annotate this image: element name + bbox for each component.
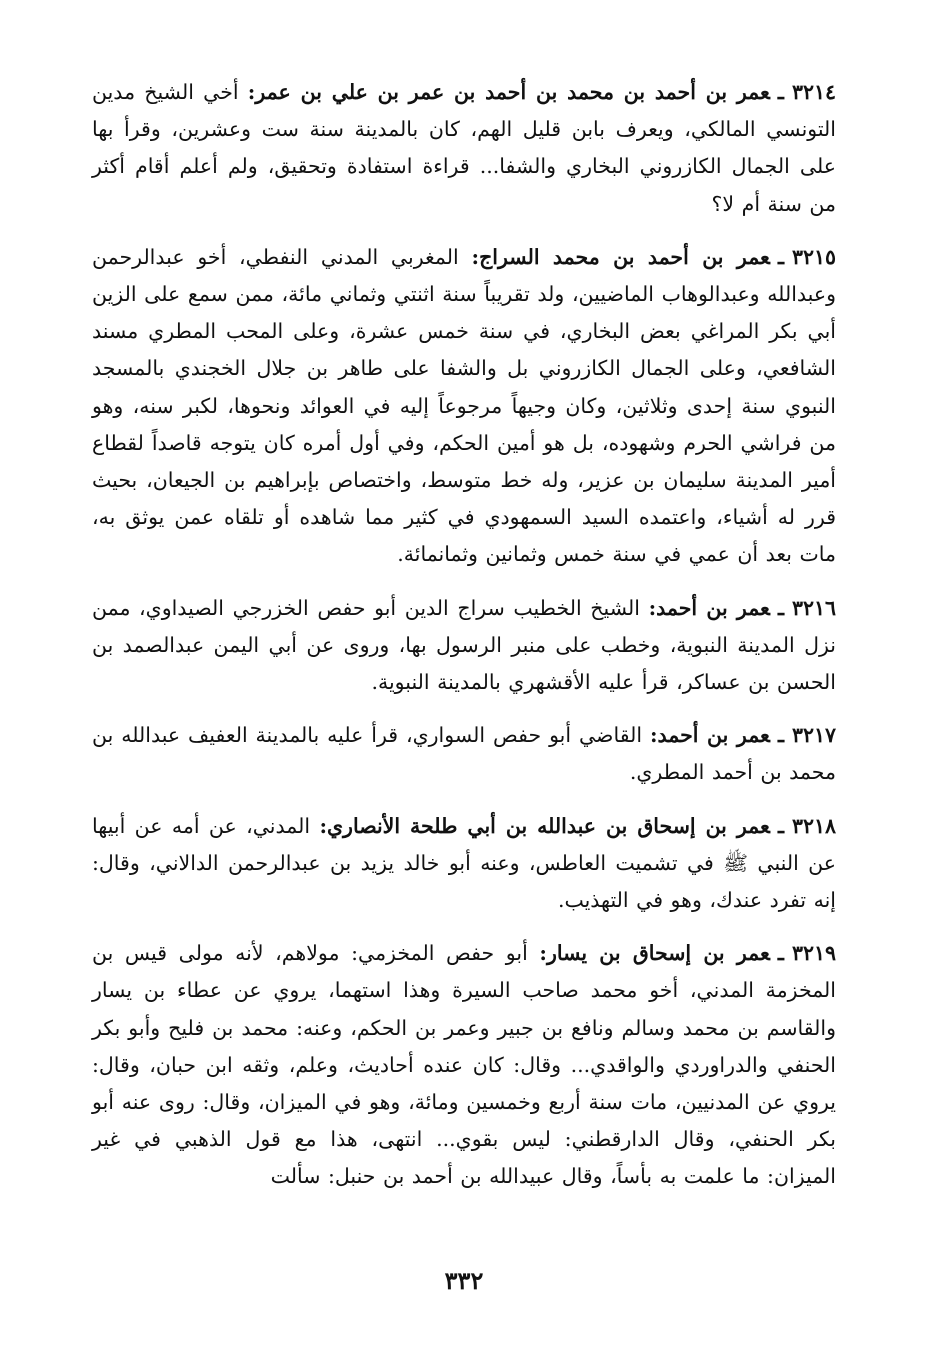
entry-number: ٣٢١٥ <box>791 244 836 269</box>
entry-number: ٣٢١٦ <box>791 595 836 620</box>
entry-heading: عمر بن أحمد: <box>649 723 770 748</box>
document-page <box>92 74 836 1196</box>
entry-dash: ـ <box>777 723 784 748</box>
entry-dash: ـ <box>777 941 784 966</box>
biography-entry-3215 <box>92 239 836 574</box>
entry-body: القاضي أبو حفص السواري، قرأ عليه بالمدينة العفيف عبدالله بن محمد بن أحمد المطري. <box>92 723 836 785</box>
entry-body: الشيخ الخطيب سراج الدين أبو حفص الخزرجي الصيداوي، ممن نزل المدينة النبوية، وخطب على منبر الرسول بها، وروى عن أبي اليمن عبدالصمد بن الحسن بن عساكر، قرأ عليه الأقشهري بالمدينة النبوية. <box>92 595 836 695</box>
entry-number: ٣٢١٧ <box>791 723 836 748</box>
entry-number: ٣٢١٨ <box>791 813 836 838</box>
entry-dash: ـ <box>777 813 784 838</box>
entry-dash: ـ <box>777 244 784 269</box>
biography-entry-3218 <box>92 808 836 920</box>
entry-dash: ـ <box>777 595 784 620</box>
entry-body: أبو حفص المخزمي: مولاهم، لأنه مولى قيس بن المخزمة المدني، أخو محمد صاحب السيرة وهذا استهما، يروي عن عطاء بن يسار والقاسم بن محمد وسالم ونافع بن جبير وعمر بن الحكم، وعنه: محمد بن فليح وأبو بكر الحنفي والدراوردي والواقدي... وقال: كان عنده أحاديث، وعلم، وثقه ابن حبان، وقال: يروي عن المدنيين، مات سنة أربع وخمسين ومائة، وهو في الميزان، وقال: روى عنه أبو بكر الحنفي، وقال الدارقطني: ليس بقوي... انتهى، هذا مع قول الذهبي في غير الميزان: ما علمت به بأساً، وقال عبيدالله بن أحمد بن حنبل: سألت <box>92 941 836 1189</box>
biography-entry-3214 <box>92 74 836 223</box>
biography-entry-3217 <box>92 717 836 791</box>
biography-entry-3216 <box>92 590 836 702</box>
entry-heading: عمر بن إسحاق بن يسار: <box>539 941 770 966</box>
entry-heading: عمر بن أحمد بن محمد بن أحمد بن عمر بن علي بن عمر: <box>247 80 770 104</box>
entry-dash: ـ <box>777 80 784 104</box>
page-number: ٣٣٢ <box>444 1266 484 1295</box>
entry-heading: عمر بن أحمد: <box>648 595 770 620</box>
entry-heading: عمر بن إسحاق بن عبدالله بن أبي طلحة الأنصاري: <box>319 813 770 838</box>
entry-number: ٣٢١٩ <box>791 941 836 966</box>
entry-heading: عمر بن أحمد بن محمد السراج: <box>471 244 770 269</box>
entry-body: أخي الشيخ مدين التونسي المالكي، ويعرف بابن قليل الهم، كان بالمدينة سنة ست وعشرين، وقرأ بها على الجمال الكازروني البخاري والشفا... قراءة استفادة وتحقيق، ولم أعلم أقام أكثر من سنة أم لا؟ <box>92 80 836 216</box>
biography-entry-3219 <box>92 935 836 1195</box>
entry-body: المغربي المدني النفطي، أخو عبدالرحمن وعبدالله وعبدالوهاب الماضيين، ولد تقريباً سنة اثنتي وثماني مائة، ممن سمع على الزين أبي بكر المراغي بعض البخاري، في سنة خمس عشرة، وعلى المحب المطري مسند الشافعي، وعلى الجمال الكازروني بل والشفا على طاهر بن جلال الخجندي بالمسجد النبوي سنة إحدى وثلاثين، وكان وجيهاً مرجوعاً إليه في العوائد ونحوها، لكبر سنه، وهو من فراشي الحرم وشهوده، بل هو أمين الحكم، وفي أول أمره كان يتوجه قاصداً لقطاع أمير المدينة سليمان بن عزير، وله خط متوسط، واختصاص بإبراهيم بن الجيعان، بحيث قرر له أشياء، واعتمده السيد السمهودي في كثير مما شاهده أو تلقاه عمن يوثق به، مات بعد أن عمي في سنة خمس وثمانين وثمانمائة. <box>92 244 836 567</box>
entry-number: ٣٢١٤ <box>791 80 836 104</box>
entry-body: المدني، عن أمه عن أبيها عن النبي ﷺ في تشميت العاطس، وعنه أبو خالد يزيد بن عبدالرحمن الدالاني، وقال: إنه تفرد عندك، وهو في التهذيب. <box>92 813 836 913</box>
